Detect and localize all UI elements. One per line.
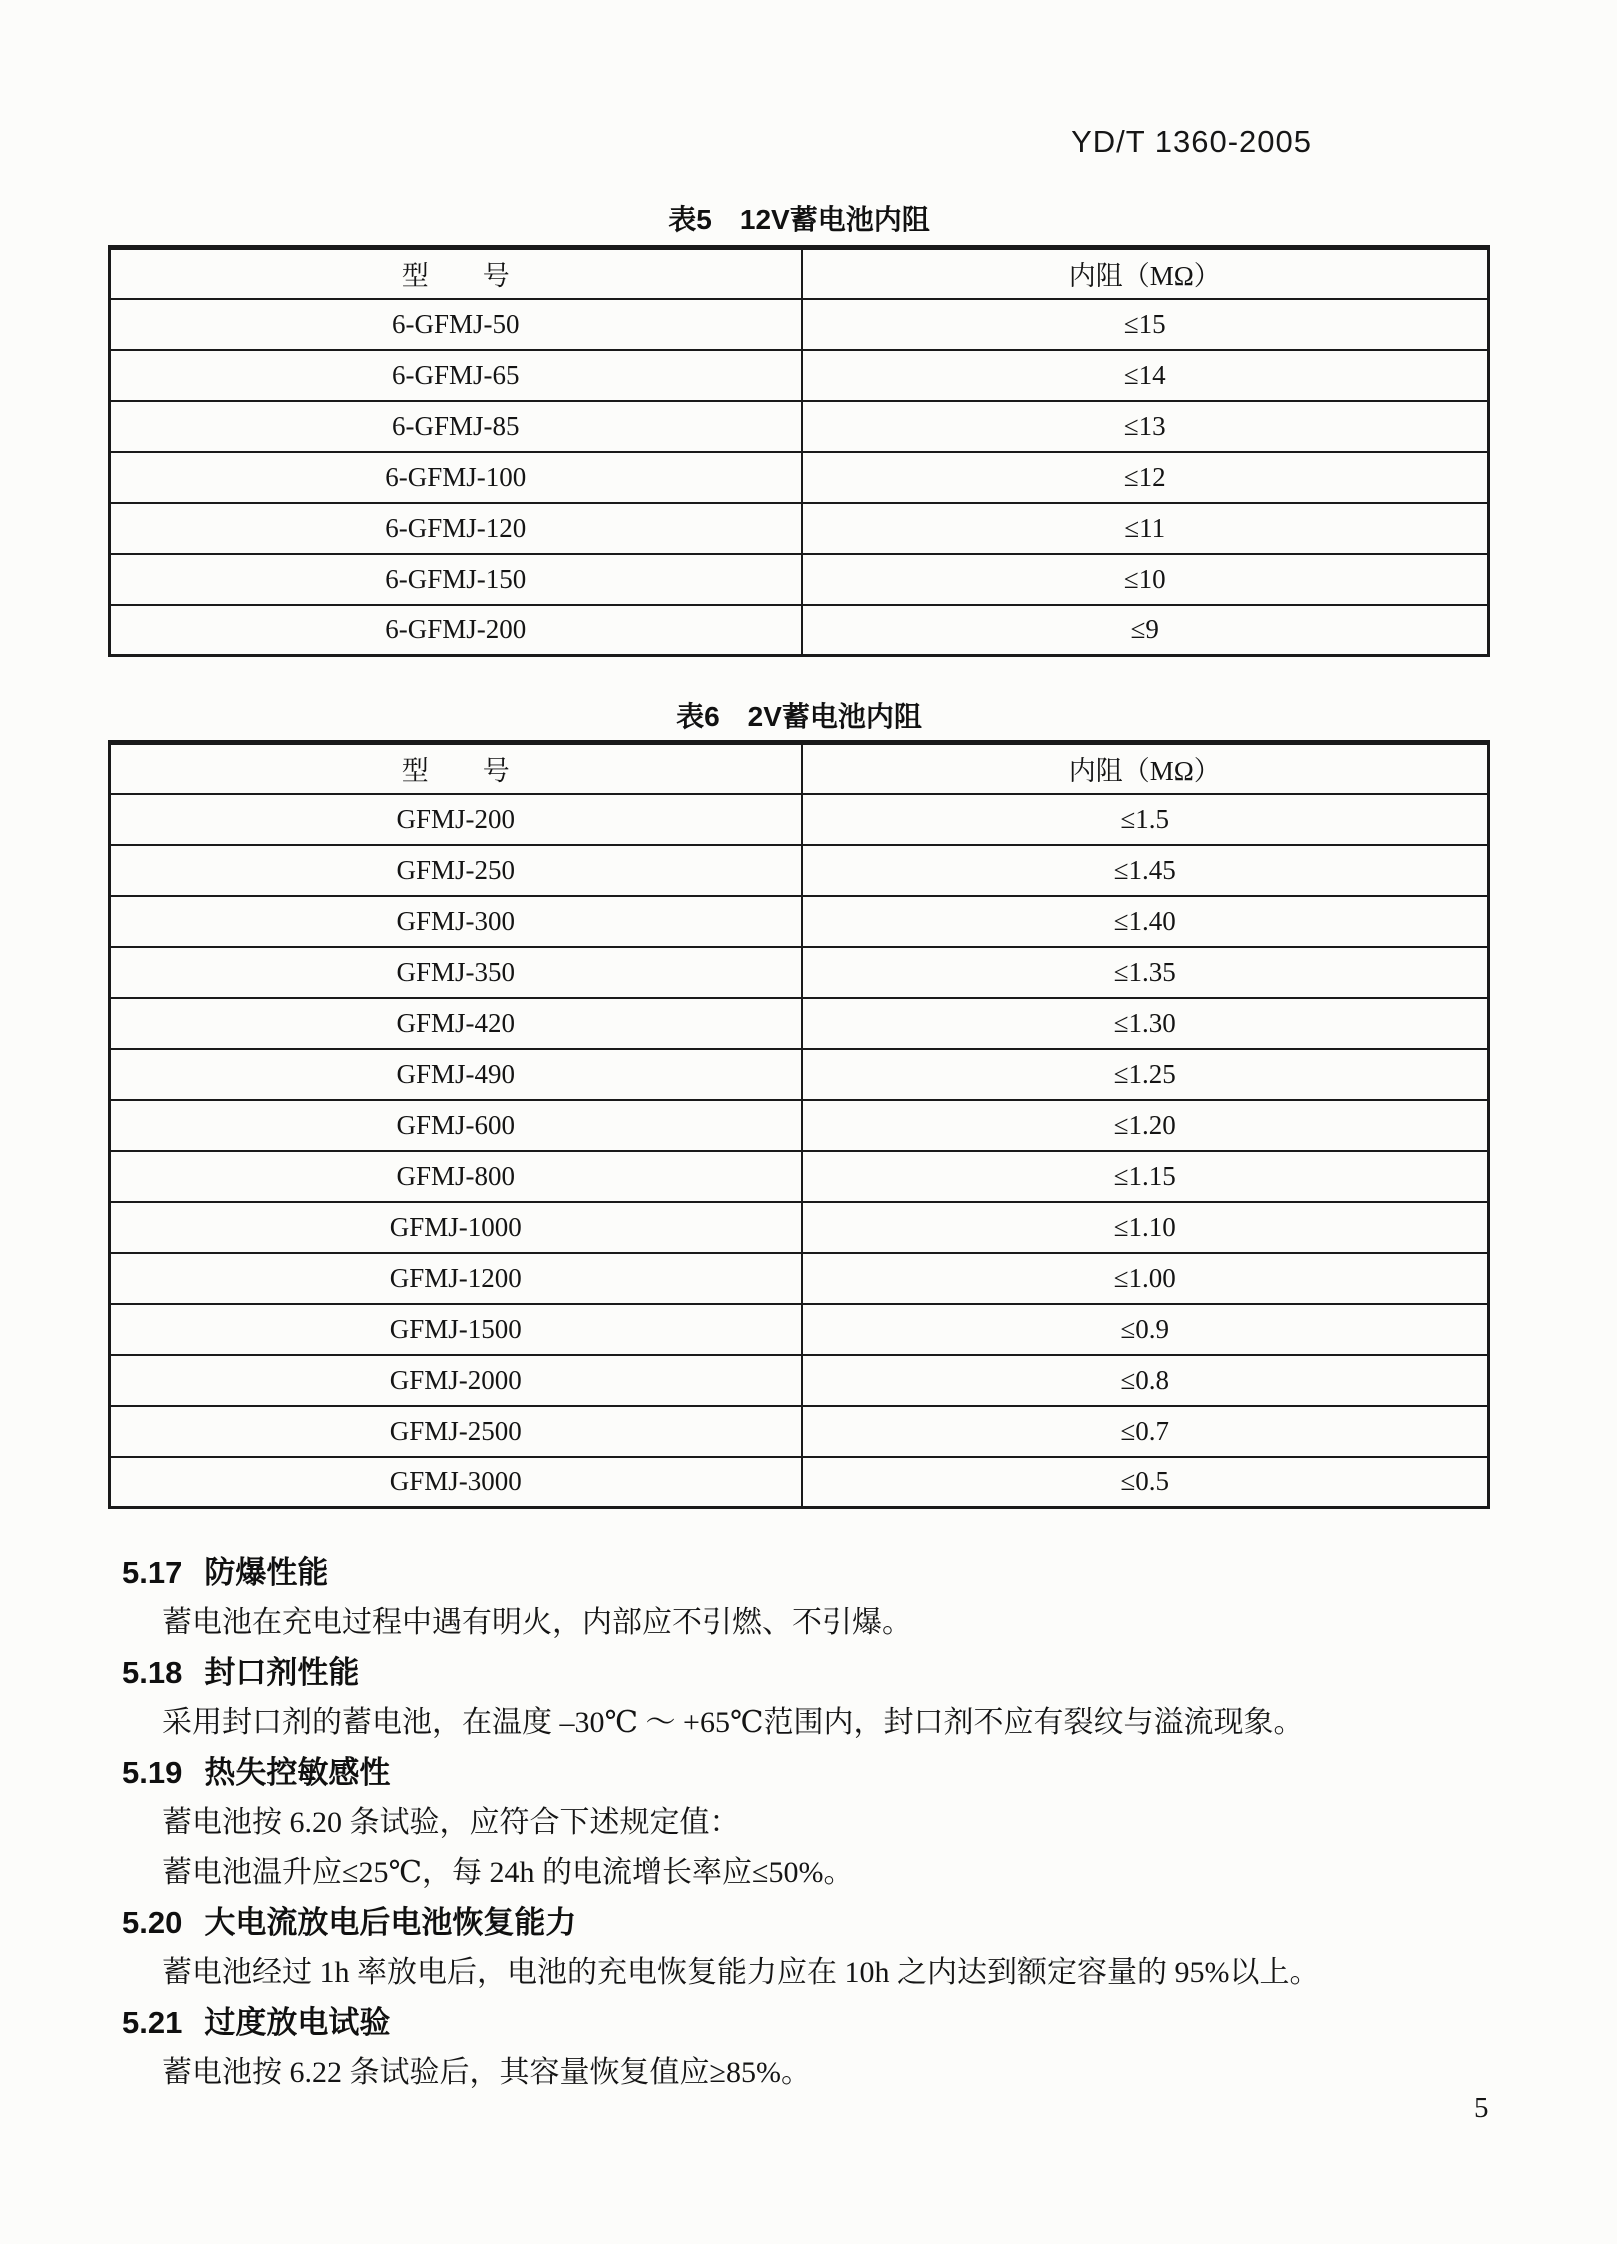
- table-row: [110, 1457, 1489, 1508]
- resistance-cell: ≤0.5: [802, 1457, 1489, 1508]
- model-cell: 6-GFMJ-200: [110, 605, 802, 656]
- table-row: [110, 554, 1489, 605]
- section-title: 封口剂性能: [204, 1655, 360, 1690]
- table-12v-battery-internal-resistance: [108, 245, 1490, 657]
- table-row: [110, 1406, 1489, 1457]
- table6-title: 表6 2V蓄电池内阻: [676, 701, 922, 732]
- table-row: [110, 1151, 1489, 1202]
- model-cell: 6-GFMJ-150: [110, 554, 802, 605]
- model-cell: GFMJ-1200: [110, 1253, 802, 1304]
- table-row: [110, 794, 1489, 845]
- table-row: [110, 1202, 1489, 1253]
- section-number: 5.17: [122, 1555, 183, 1590]
- table-row: [110, 1253, 1489, 1304]
- table-row: [110, 845, 1489, 896]
- model-cell: GFMJ-350: [110, 947, 802, 998]
- table-row: [110, 350, 1489, 401]
- section-number: 5.18: [122, 1655, 183, 1690]
- section-5-20-heading: [122, 1898, 1512, 1948]
- table-row: [110, 896, 1489, 947]
- section-5-17-heading: [122, 1548, 1512, 1598]
- model-cell: GFMJ-3000: [110, 1457, 802, 1508]
- section-title: 热失控敏感性: [204, 1755, 391, 1790]
- table-header-row: [110, 743, 1489, 794]
- resistance-cell: ≤0.9: [802, 1304, 1489, 1355]
- resistance-cell: ≤0.7: [802, 1406, 1489, 1457]
- model-cell: GFMJ-1500: [110, 1304, 802, 1355]
- page-number: 5: [1474, 2092, 1489, 2124]
- resistance-cell: ≤1.10: [802, 1202, 1489, 1253]
- resistance-cell: ≤1.30: [802, 998, 1489, 1049]
- model-cell: GFMJ-1000: [110, 1202, 802, 1253]
- model-cell: GFMJ-420: [110, 998, 802, 1049]
- section-number: 5.20: [122, 1905, 183, 1940]
- table-2v-battery-internal-resistance: [108, 740, 1490, 1509]
- section-paragraph: 蓄电池按 6.20 条试验，应符合下述规定值：: [162, 1806, 740, 1839]
- model-cell: 6-GFMJ-85: [110, 401, 802, 452]
- section-5-19-heading: [122, 1748, 1512, 1798]
- section-paragraph: 采用封口剂的蓄电池，在温度 –30℃ ～ +65℃范围内，封口剂不应有裂纹与溢流现象。: [162, 1706, 1304, 1739]
- section-5-18-heading: [122, 1648, 1512, 1698]
- resistance-cell: ≤1.45: [802, 845, 1489, 896]
- model-cell: GFMJ-300: [110, 896, 802, 947]
- table-row: [110, 1304, 1489, 1355]
- model-cell: 6-GFMJ-100: [110, 452, 802, 503]
- resistance-cell: ≤0.8: [802, 1355, 1489, 1406]
- model-cell: GFMJ-2000: [110, 1355, 802, 1406]
- section-title: 大电流放电后电池恢复能力: [204, 1905, 577, 1940]
- table-row: [110, 452, 1489, 503]
- resistance-cell: ≤1.35: [802, 947, 1489, 998]
- resistance-cell: ≤1.00: [802, 1253, 1489, 1304]
- model-cell: GFMJ-2500: [110, 1406, 802, 1457]
- model-cell: GFMJ-490: [110, 1049, 802, 1100]
- section-paragraph: 蓄电池按 6.22 条试验后，其容量恢复值应≥85%。: [162, 2056, 811, 2089]
- table-row: [110, 1355, 1489, 1406]
- resistance-cell: ≤1.5: [802, 794, 1489, 845]
- resistance-cell: ≤13: [802, 401, 1489, 452]
- table-header-row: [110, 248, 1489, 299]
- model-cell: GFMJ-800: [110, 1151, 802, 1202]
- section-paragraph: 蓄电池经过 1h 率放电后，电池的充电恢复能力应在 10h 之内达到额定容量的 95%以上。: [162, 1956, 1320, 1989]
- resistance-cell: ≤10: [802, 554, 1489, 605]
- table-row: [110, 1100, 1489, 1151]
- standard-number-header: YD/T 1360-2005: [1071, 124, 1312, 159]
- table-row: [110, 998, 1489, 1049]
- resistance-cell: ≤15: [802, 299, 1489, 350]
- table-row: [110, 605, 1489, 656]
- clauses-block: [122, 1548, 1512, 2098]
- model-cell: 6-GFMJ-120: [110, 503, 802, 554]
- table-row: [110, 947, 1489, 998]
- table-row: [110, 503, 1489, 554]
- model-cell: GFMJ-250: [110, 845, 802, 896]
- resistance-column-header: 内阻（MΩ）: [802, 248, 1489, 299]
- resistance-cell: ≤1.25: [802, 1049, 1489, 1100]
- section-title: 防爆性能: [204, 1555, 329, 1590]
- table5-title: 表5 12V蓄电池内阻: [668, 204, 930, 235]
- table-row: [110, 1049, 1489, 1100]
- model-column-header: 型 号: [110, 743, 802, 794]
- section-title: 过度放电试验: [204, 2005, 391, 2040]
- resistance-column-header: 内阻（MΩ）: [802, 743, 1489, 794]
- model-cell: 6-GFMJ-65: [110, 350, 802, 401]
- section-paragraph: 蓄电池在充电过程中遇有明火，内部应不引燃、不引爆。: [162, 1606, 912, 1639]
- resistance-cell: ≤9: [802, 605, 1489, 656]
- section-5-21-heading: [122, 1998, 1512, 2048]
- resistance-cell: ≤14: [802, 350, 1489, 401]
- resistance-cell: ≤1.15: [802, 1151, 1489, 1202]
- section-number: 5.19: [122, 1755, 183, 1790]
- resistance-cell: ≤11: [802, 503, 1489, 554]
- model-cell: GFMJ-600: [110, 1100, 802, 1151]
- section-number: 5.21: [122, 2005, 183, 2040]
- table-row: [110, 299, 1489, 350]
- model-cell: GFMJ-200: [110, 794, 802, 845]
- model-cell: 6-GFMJ-50: [110, 299, 802, 350]
- resistance-cell: ≤1.20: [802, 1100, 1489, 1151]
- resistance-cell: ≤1.40: [802, 896, 1489, 947]
- table-row: [110, 401, 1489, 452]
- resistance-cell: ≤12: [802, 452, 1489, 503]
- model-column-header: 型 号: [110, 248, 802, 299]
- section-paragraph: 蓄电池温升应≤25℃，每 24h 的电流增长率应≤50%。: [162, 1856, 854, 1889]
